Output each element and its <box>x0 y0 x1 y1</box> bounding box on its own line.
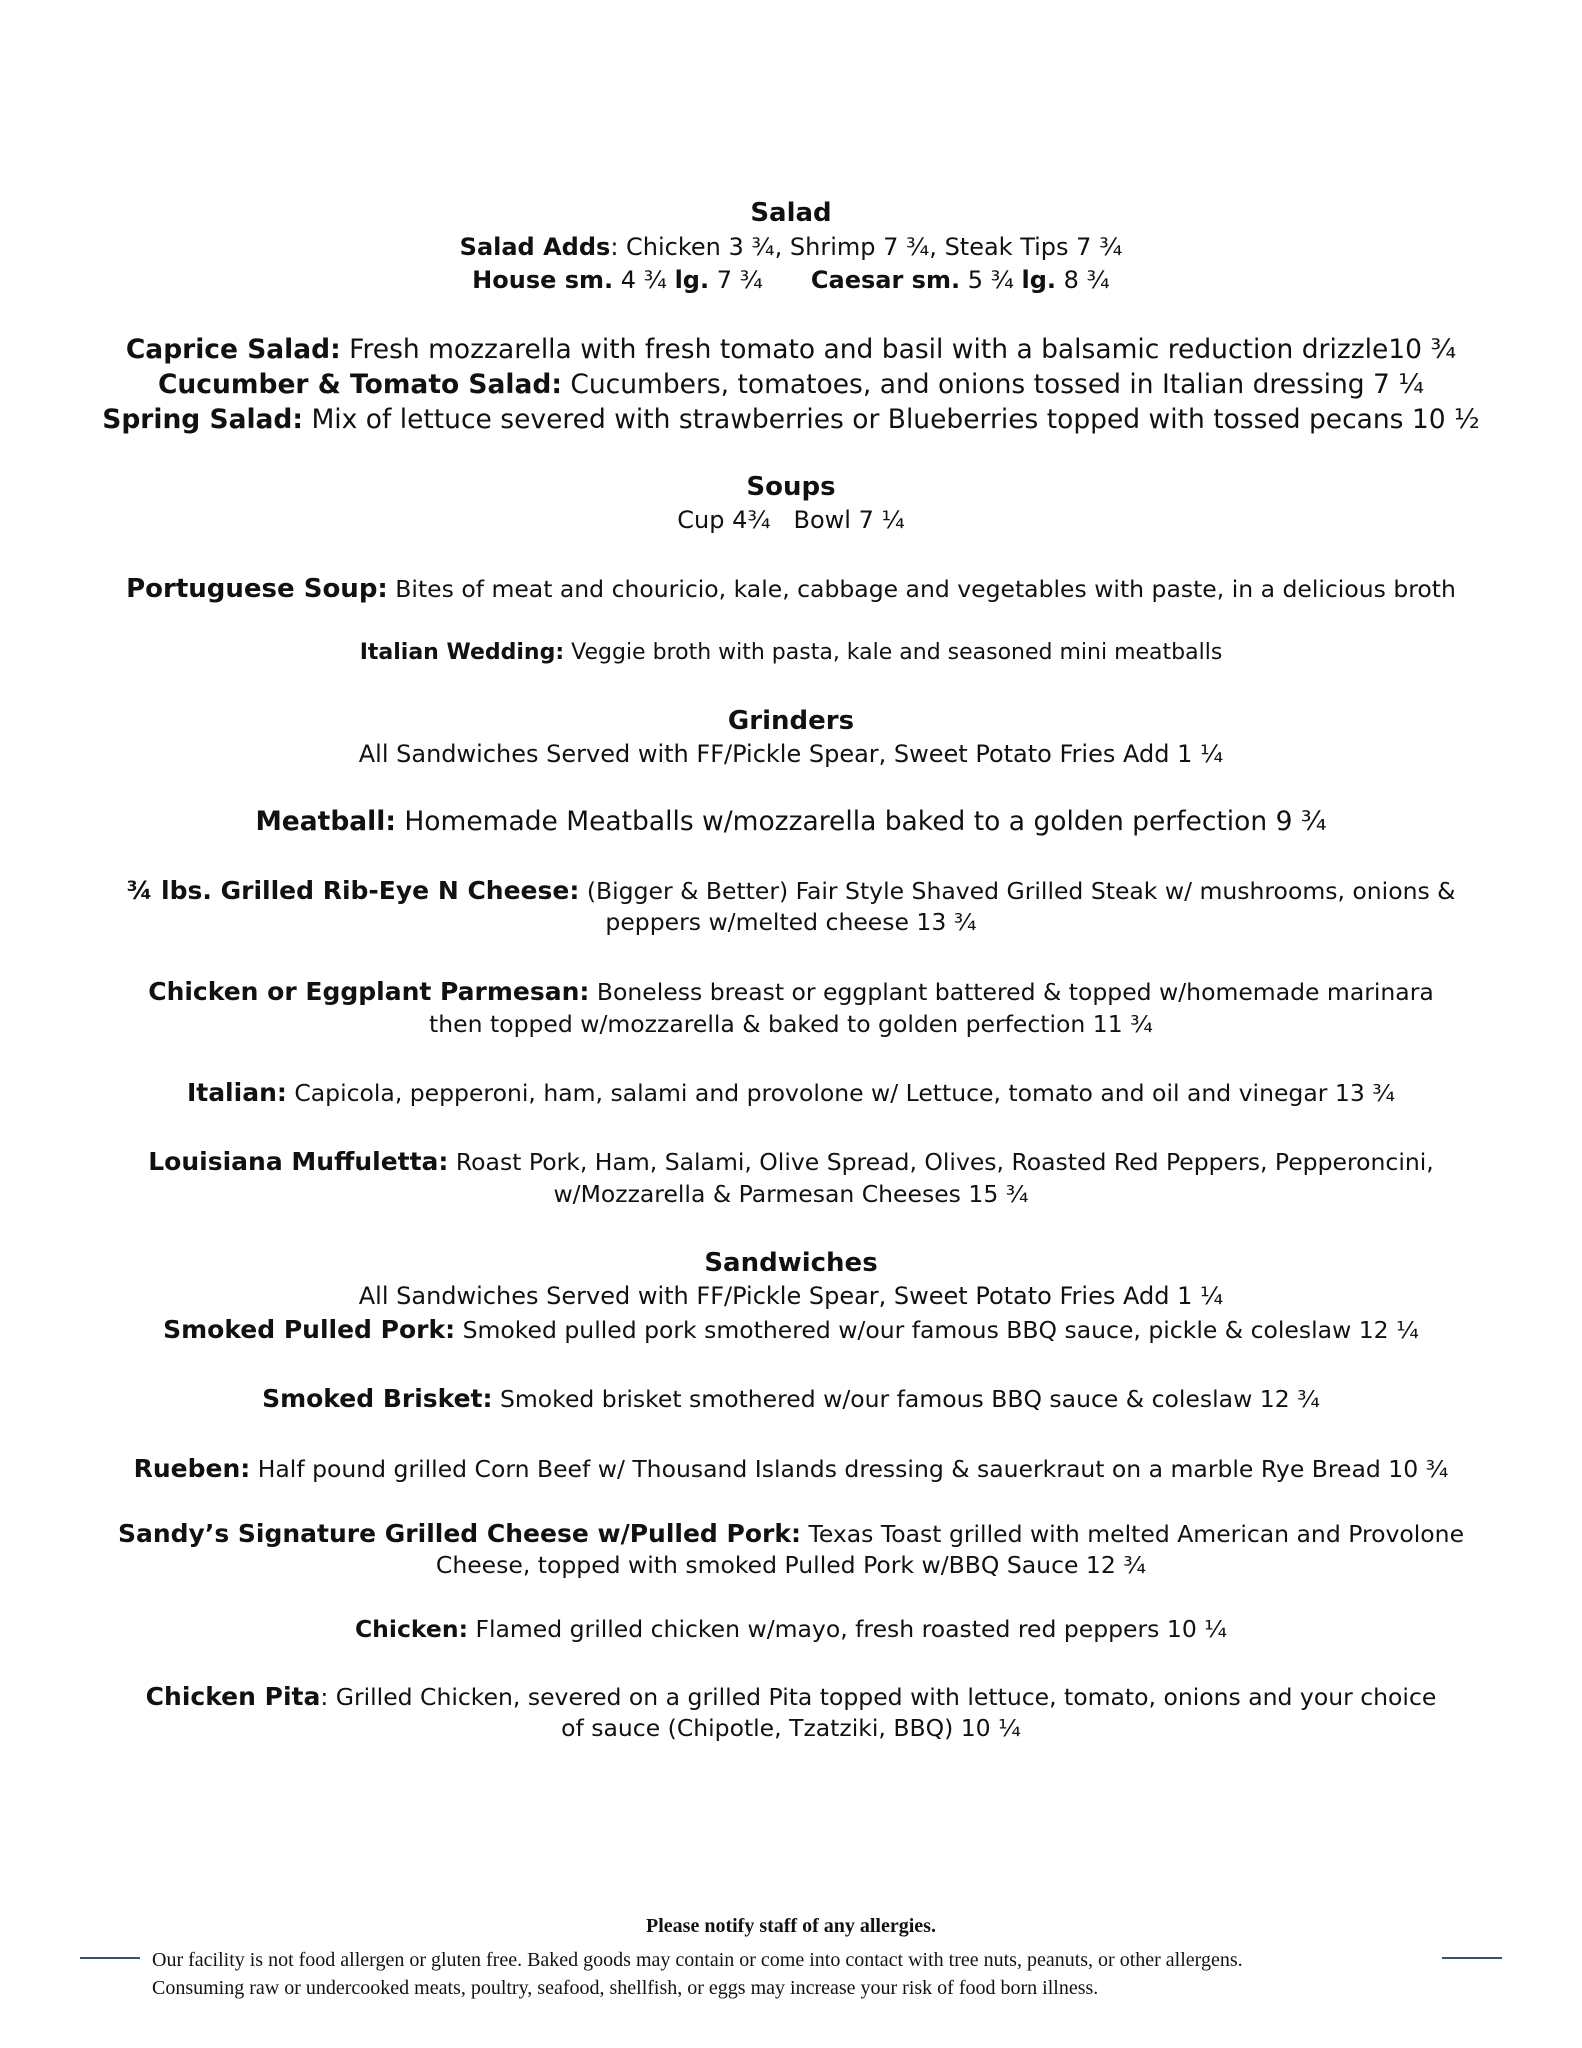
footer-rule-left <box>80 1957 140 1959</box>
menu-item: Louisiana Muffuletta: Roast Pork, Ham, Salami, Olive Spread, Olives, Roasted Red Peppers, Pepperoncini, <box>148 1147 1434 1176</box>
sandwiches-note: All Sandwiches Served with FF/Pickle Spear, Sweet Potato Fries Add 1 ¼ <box>358 1282 1224 1310</box>
salad-heading: Salad <box>750 198 832 228</box>
menu-item: Portuguese Soup: Bites of meat and chouricio, kale, cabbage and vegetables with paste, in a delicious broth <box>126 574 1456 604</box>
menu-item-continued: of sauce (Chipotle, Tzatziki, BBQ) 10 ¼ <box>561 1714 1021 1742</box>
menu-item: Sandy’s Signature Grilled Cheese w/Pulled Pork: Texas Toast grilled with melted American and Provolone <box>117 1519 1465 1548</box>
menu-item: Italian: Capicola, pepperoni, ham, salami and provolone w/ Lettuce, tomato and oil and vinegar 13 ¾ <box>186 1078 1396 1107</box>
menu-item: Spring Salad: Mix of lettuce severed with strawberries or Blueberries topped with tossed pecans 10 ½ <box>102 404 1480 435</box>
menu-item: Smoked Pulled Pork: Smoked pulled pork smothered w/our famous BBQ sauce, pickle & coleslaw 12 ¼ <box>163 1315 1419 1344</box>
grinders-heading: Grinders <box>727 706 855 736</box>
grinders-note: All Sandwiches Served with FF/Pickle Spear, Sweet Potato Fries Add 1 ¼ <box>358 740 1224 768</box>
menu-item-continued: w/Mozzarella & Parmesan Cheeses 15 ¾ <box>553 1180 1029 1208</box>
disclaimer-line: Our facility is not food allergen or gluten free. Baked goods may contain or come into contact with tree nuts, peanuts, or other allergens. <box>152 1949 1243 1971</box>
soup-sizes: Cup 4¾ Bowl 7 ¼ <box>677 506 905 534</box>
menu-item: Caprice Salad: Fresh mozzarella with fresh tomato and basil with a balsamic reduction drizzle10 ¾ <box>125 334 1457 365</box>
menu-item: Meatball: Homemade Meatballs w/mozzarella baked to a golden perfection 9 ¾ <box>255 806 1327 837</box>
allergy-notice-title: Please notify staff of any allergies. <box>646 1915 936 1937</box>
allergy-disclaimer <box>152 1946 1452 2002</box>
disclaimer-line: Consuming raw or undercooked meats, poultry, seafood, shellfish, or eggs may increase your risk of food born illness. <box>152 1977 1099 1999</box>
menu-item: Chicken or Eggplant Parmesan: Boneless breast or eggplant battered & topped w/homemade marinara <box>148 977 1434 1006</box>
menu-item: Chicken: Flamed grilled chicken w/mayo, fresh roasted red peppers 10 ¼ <box>354 1615 1228 1643</box>
menu-item-continued: peppers w/melted cheese 13 ¾ <box>605 908 977 936</box>
menu-item: ¾ lbs. Grilled Rib-Eye N Cheese: (Bigger & Better) Fair Style Shaved Grilled Steak w/ mushrooms, onions & <box>126 876 1456 905</box>
sandwiches-heading: Sandwiches <box>704 1248 878 1278</box>
menu-item-continued: then topped w/mozzarella & baked to golden perfection 11 ¾ <box>429 1010 1153 1038</box>
salad-adds: Salad Adds: Chicken 3 ¾, Shrimp 7 ¾, Steak Tips 7 ¾ <box>459 233 1123 261</box>
salad-sizes: House sm. 4 ¾ lg. 7 ¾ Caesar sm. 5 ¾ lg. 8 ¾ <box>472 266 1110 294</box>
menu-item-continued: Cheese, topped with smoked Pulled Pork w/BBQ Sauce 12 ¾ <box>435 1551 1147 1579</box>
menu-item: Italian Wedding: Veggie broth with pasta, kale and seasoned mini meatballs <box>359 640 1223 665</box>
menu-item: Smoked Brisket: Smoked brisket smothered w/our famous BBQ sauce & coleslaw 12 ¾ <box>262 1384 1320 1413</box>
menu-item: Chicken Pita: Grilled Chicken, severed on a grilled Pita topped with lettuce, tomato, onions and your choice <box>145 1682 1437 1711</box>
menu-item: Rueben: Half pound grilled Corn Beef w/ Thousand Islands dressing & sauerkraut on a marble Rye Bread 10 ¾ <box>133 1454 1449 1483</box>
soups-heading: Soups <box>746 472 836 502</box>
menu-item: Cucumber & Tomato Salad: Cucumbers, tomatoes, and onions tossed in Italian dressing 7 ¼ <box>157 369 1424 400</box>
